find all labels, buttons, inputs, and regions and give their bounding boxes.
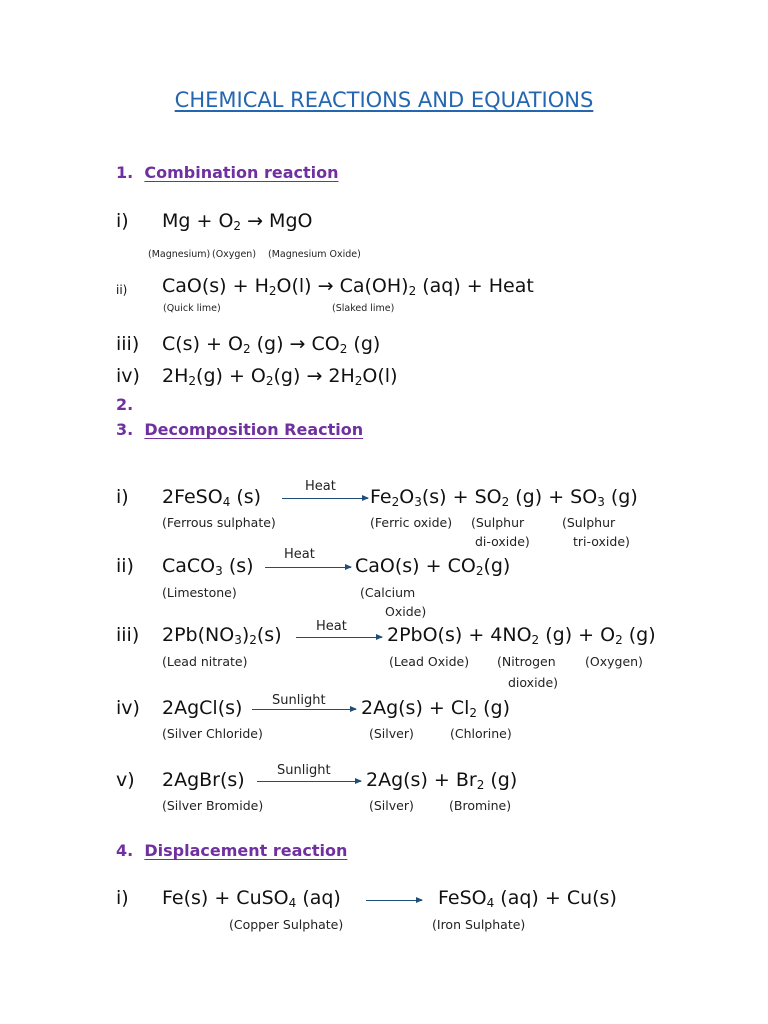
equation-combination-3: $C(s) + O_2$ $(g) \to CO_2$ (g) (162, 333, 381, 356)
section-label: Displacement reaction (144, 841, 348, 860)
equation-products: $CaO(s) + CO_2(g)$ (355, 555, 511, 578)
reaction-number: ii) (116, 555, 134, 577)
species-name: (Copper Sulphate) (229, 917, 344, 932)
species-name: (Quick lime) (163, 303, 221, 314)
species-name: (Chlorine) (450, 726, 512, 741)
page-title: CHEMICAL REACTIONS AND EQUATIONS (174, 88, 594, 112)
species-name: (Sulphur (471, 515, 525, 530)
reaction-condition: Sunlight (277, 763, 331, 778)
species-name: (Sulphur (562, 515, 616, 530)
species-name: (Lead Oxide) (389, 654, 470, 669)
reaction-condition: Heat (284, 547, 315, 562)
section-number: 1. (116, 163, 134, 182)
species-name: (Oxygen) (212, 249, 257, 260)
equation-combination-4: $2H_2(g) + O_2(g) \to 2H_2O(l)$ (162, 365, 398, 388)
equation-reactant: CaCO$_3$ (s) (162, 555, 254, 578)
species-name: (Silver Chloride) (162, 726, 263, 741)
reaction-arrow (296, 637, 382, 638)
reaction-number: iv) (116, 697, 140, 719)
species-name: (Nitrogen (497, 654, 556, 669)
species-name: (Magnesium Oxide) (268, 249, 361, 260)
equation-reactant: $2Pb(NO_3)_2(s)$ (162, 624, 282, 647)
species-name: (Silver Bromide) (162, 798, 264, 813)
equation-products: $2PbO(s) + 4NO_2$ $(g) + O_2$ (g) (387, 624, 656, 647)
equation-products: $2Ag(s) + Cl_2$ (g) (361, 697, 510, 720)
section-number: 4. (116, 841, 134, 860)
reaction-number: i) (116, 210, 129, 232)
section-heading-combination (116, 163, 339, 182)
section-heading-displacement (116, 841, 347, 860)
equation-combination-1: $Mg + O_2$ → MgO (162, 210, 313, 233)
species-name: (Ferric oxide) (370, 515, 453, 530)
species-name: dioxide) (508, 675, 559, 690)
species-name: Oxide) (385, 604, 427, 619)
reaction-number: i) (116, 486, 129, 508)
section-number: 2. (116, 395, 134, 414)
species-name: (Lead nitrate) (162, 654, 248, 669)
reaction-number: iv) (116, 365, 140, 387)
species-name: (Silver) (369, 798, 414, 813)
species-name: (Magnesium) (148, 249, 211, 260)
species-name: (Ferrous sulphate) (162, 515, 276, 530)
equation-reactant: 2AgCl(s) (162, 697, 243, 719)
section-heading-empty (116, 395, 133, 414)
species-name: (Iron Sulphate) (432, 917, 526, 932)
reaction-condition: Sunlight (272, 693, 326, 708)
reaction-arrow (252, 709, 356, 710)
section-label: Combination reaction (144, 163, 339, 182)
section-heading-decomposition (116, 420, 363, 439)
species-name: (Bromine) (449, 798, 512, 813)
species-name: tri-oxide) (573, 534, 630, 549)
reaction-number: iii) (116, 333, 140, 355)
reaction-arrow (282, 498, 368, 499)
reaction-number: iii) (116, 624, 140, 646)
species-name: (Calcium (360, 585, 416, 600)
reaction-arrow (366, 900, 422, 901)
species-name: di-oxide) (475, 534, 530, 549)
species-name: (Oxygen) (585, 654, 643, 669)
equation-products: $2Ag(s) + Br_2$ (g) (366, 769, 518, 792)
species-name: (Slaked lime) (332, 303, 395, 314)
species-name: (Silver) (369, 726, 414, 741)
equation-reactant: Fe(s) + CuSO$_4$ (aq) (162, 887, 341, 910)
reaction-number: i) (116, 887, 129, 909)
species-name: (Limestone) (162, 585, 237, 600)
equation-products: $Fe_2O_3(s) + SO_2$ $(g) + SO_3$ (g) (370, 486, 638, 509)
reaction-condition: Heat (316, 619, 347, 634)
equation-combination-2: $CaO(s) + H_2O(l) \to Ca(OH)_2$ (aq) + Heat (162, 275, 534, 298)
reaction-arrow (265, 567, 351, 568)
equation-reactant: 2AgBr(s) (162, 769, 245, 791)
reaction-condition: Heat (305, 479, 336, 494)
reaction-number: v) (116, 769, 135, 791)
reaction-arrow (257, 781, 361, 782)
section-number: 3. (116, 420, 134, 439)
equation-reactant: 2FeSO$_4$ (s) (162, 486, 262, 509)
reaction-number: ii) (116, 283, 128, 297)
equation-products: FeSO$_4$ (aq) + Cu(s) (438, 887, 617, 910)
section-label: Decomposition Reaction (144, 420, 364, 439)
